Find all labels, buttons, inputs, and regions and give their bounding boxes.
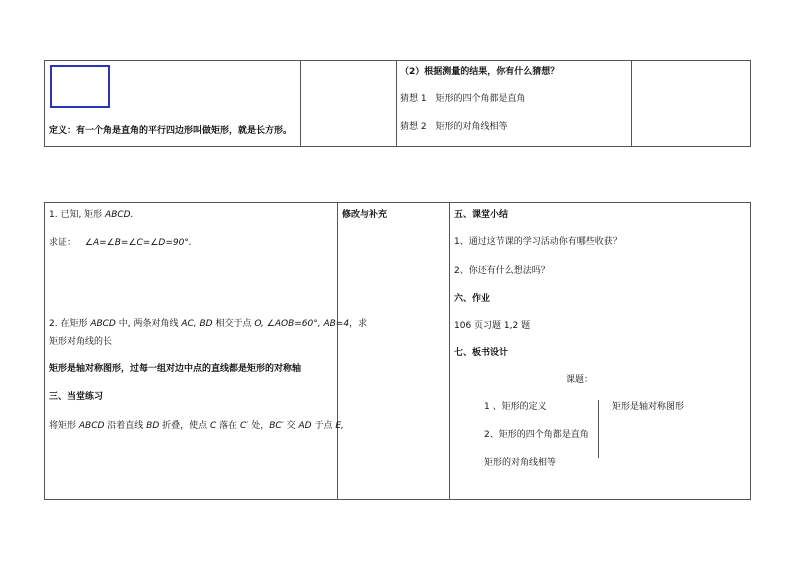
practice-mid4: 处， [248,421,270,431]
question-2: （2）根据测量的结果，你有什么猜想？ [400,67,560,77]
q2-mid1: 中, 两条对角线 [115,319,182,329]
prove-line [49,237,192,249]
board-item-3: 矩形的对角线相等 [484,458,557,468]
table-border [750,60,751,147]
practice-mid5: 交 [283,421,299,431]
symmetry-statement: 矩形是轴对称图形，过每一组对边中点的直线都是矩形的对称轴 [49,364,302,374]
q2-tail: ，求 [349,319,368,329]
summary-question-2: 2、你还有什么想法吗？ [454,266,550,276]
q2-point: O, ∠AOB=60°, AB=4 [254,319,350,329]
board-heading: 七、板书设计 [454,348,509,358]
guess-1 [400,93,525,105]
homework-heading: 六、作业 [454,294,491,304]
practice-mid3: 落在 [216,421,241,431]
practice-text [49,420,344,432]
guess-1-label: 猜想 1 [400,94,427,104]
prove-expression: ∠A=∠B=∠C=∠D=90°. [84,238,192,248]
board-item-1: 1 、矩形的定义 [484,402,547,412]
revision-heading: 修改与补充 [342,210,388,220]
prove-label: 求证： [49,238,77,248]
guess-1-text: 矩形的四个角都是直角 [435,94,526,104]
rectangle-figure [50,65,110,108]
table-border [44,202,45,500]
question-2-line2: 矩形对角线的长 [49,337,113,347]
summary-question-1: 1、通过这节课的学习活动你有哪些收获？ [454,237,622,247]
q2-rect: ABCD [90,319,116,329]
q2-prefix: 2. 在矩形 [49,319,91,329]
q2-diagonals: AC, BD [181,319,213,329]
definition-text: 定义：有一个角是直角的平行四边形叫做矩形，就是长方形。 [49,126,293,136]
summary-heading: 五、课堂小结 [454,210,509,220]
table-border [44,146,751,147]
guess-2-label: 猜想 2 [400,122,427,132]
practice-c: C [210,421,217,431]
table-border [44,499,751,500]
practice-mid2: 折叠，使点 [159,421,210,431]
practice-heading: 三、当堂练习 [49,392,104,402]
practice-c-prime: C′ [240,421,249,431]
table-border [396,60,397,147]
guess-2-text: 矩形的对角线相等 [435,122,508,132]
practice-mid1: 沿着直线 [104,421,147,431]
q2-mid2: 相交于点 [212,319,255,329]
practice-bd: BD [146,421,160,431]
table-border [449,202,450,500]
practice-mid6: 于点 [311,421,336,431]
board-side-note: 矩形是轴对称图形 [612,402,685,412]
table-border [337,202,338,500]
table-border [44,60,751,61]
guess-2 [400,121,507,133]
table-border [750,202,751,500]
practice-e: E, [335,421,344,431]
practice-prefix: 将矩形 [49,421,79,431]
question-1 [49,209,133,221]
board-title: 课题： [566,375,594,385]
homework-text: 106 页习题 1,2 题 [454,321,531,331]
question-2-bottom [49,318,367,330]
practice-bc-prime: BC′ [269,421,284,431]
board-divider [598,400,599,458]
table-border [44,60,45,147]
rect-name: ABCD. [105,210,134,220]
practice-ad: AD [298,421,312,431]
table-border [300,60,301,147]
question-1-prefix: 1. 已知, 矩形 [49,210,106,220]
table-border [631,60,632,147]
board-item-2: 2、矩形的四个角都是直角 [484,430,589,440]
practice-rect: ABCD [78,421,105,431]
table-border [44,202,751,203]
